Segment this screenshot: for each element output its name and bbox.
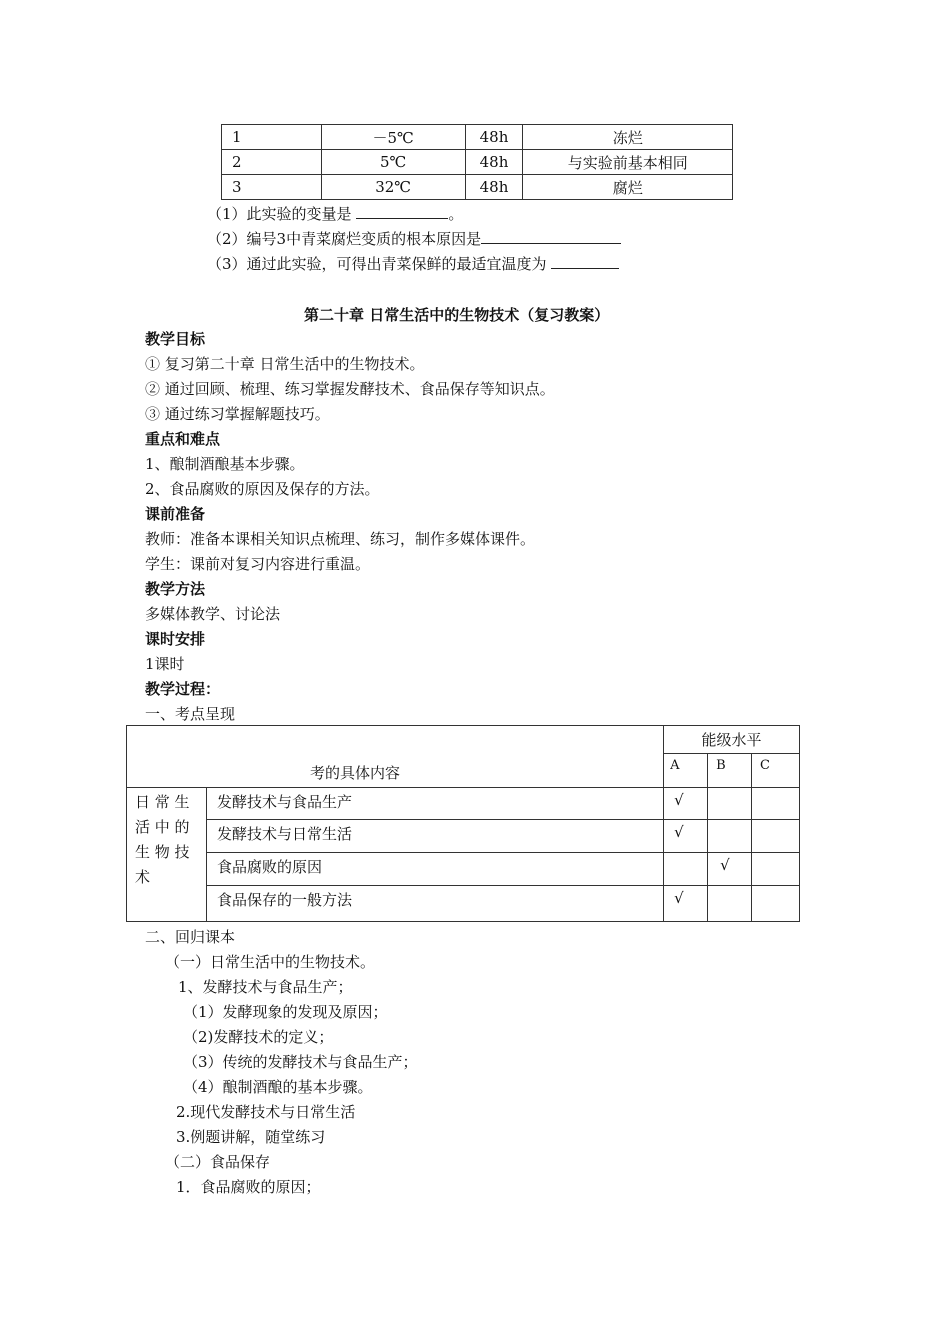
table-row: [127, 820, 800, 853]
content-header: 考的具体内容: [310, 764, 401, 782]
method-text: 多媒体教学、讨论法: [145, 605, 281, 623]
cell-duration: 48h: [465, 125, 523, 150]
cell-content: 食品保存的一般方法: [206, 886, 663, 922]
schedule-heading: 课时安排: [145, 630, 206, 648]
cell-result: 冻烂: [523, 125, 733, 150]
cell-level-b: [708, 886, 752, 922]
key-heading: 重点和难点: [145, 430, 221, 448]
cell-level-a: √: [664, 886, 708, 922]
table-row: [222, 175, 733, 200]
cell-duration: 48h: [465, 150, 523, 175]
answer-blank-3: [551, 252, 619, 269]
cell-level-c: [752, 820, 800, 853]
review-item: （2)发酵技术的定义；: [183, 1028, 334, 1046]
review-item: （3）传统的发酵技术与食品生产；: [183, 1053, 418, 1071]
cell-content: 发酵技术与食品生产: [206, 788, 663, 820]
table-row: [127, 886, 800, 922]
question-1: （1）此实验的变量是 。: [207, 202, 463, 227]
cell-content: 食品腐败的原因: [206, 853, 663, 886]
cell-number: 3: [222, 175, 322, 200]
cell-number: 2: [222, 150, 322, 175]
cell-level-c: [752, 853, 800, 886]
question-3: （3）通过此实验，可得出青菜保鲜的最适宜温度为: [207, 252, 619, 277]
answer-blank-1: [356, 202, 448, 219]
level-header: 能级水平: [664, 726, 800, 754]
level-b-header: B: [708, 754, 752, 788]
cell-level-b: [708, 820, 752, 853]
cell-level-a: √: [664, 788, 708, 820]
cell-level-c: [752, 788, 800, 820]
review-item: 1、发酵技术与食品生产；: [178, 978, 353, 996]
experiment-table: [221, 124, 733, 200]
cell-level-b: [708, 788, 752, 820]
review-item: 3.例题讲解，随堂练习: [176, 1128, 326, 1146]
goal-item: ③ 通过练习掌握解题技巧。: [145, 405, 330, 423]
category-line: 术: [135, 868, 151, 886]
key-item: 2、食品腐败的原因及保存的方法。: [145, 480, 380, 498]
question-2: （2）编号3中青菜腐烂变质的根本原因是: [207, 227, 621, 252]
cell-content: 发酵技术与日常生活: [206, 820, 663, 853]
answer-blank-2: [481, 227, 621, 244]
schedule-text: 1课时: [145, 655, 185, 673]
table-row: [127, 788, 800, 820]
category-line: 日 常 生: [135, 793, 190, 811]
level-c-header: C: [752, 754, 800, 788]
cell-duration: 48h: [465, 175, 523, 200]
content-header-cell: [127, 726, 664, 788]
review-item: 1．食品腐败的原因；: [176, 1178, 321, 1196]
goal-item: ② 通过回顾、梳理、练习掌握发酵技术、食品保存等知识点。: [145, 380, 555, 398]
prep-heading: 课前准备: [145, 505, 206, 523]
table-row: [222, 150, 733, 175]
cell-level-a: [664, 853, 708, 886]
part2-heading: 二、回归课本: [145, 928, 236, 946]
cell-temperature: 5℃: [321, 150, 465, 175]
cell-temperature: －5℃: [321, 125, 465, 150]
key-item: 1、酿制酒酿基本步骤。: [145, 455, 305, 473]
review-sub-1: （一）日常生活中的生物技术。: [165, 953, 376, 971]
goal-item: ① 复习第二十章 日常生活中的生物技术。: [145, 355, 425, 373]
review-item: （1）发酵现象的发现及原因；: [183, 1003, 388, 1021]
review-item: （4）酿制酒酿的基本步骤。: [183, 1078, 373, 1096]
goals-heading: 教学目标: [145, 330, 206, 348]
cell-number: 1: [222, 125, 322, 150]
table-row: [127, 853, 800, 886]
method-heading: 教学方法: [145, 580, 206, 598]
process-heading: 教学过程：: [145, 680, 221, 698]
cell-result: 腐烂: [523, 175, 733, 200]
cell-level-a: √: [664, 820, 708, 853]
prep-item: 学生：课前对复习内容进行重温。: [145, 555, 371, 573]
cell-result: 与实验前基本相同: [523, 150, 733, 175]
cell-level-b: √: [708, 853, 752, 886]
level-a-header: A: [664, 754, 708, 788]
part1-heading: 一、考点呈现: [145, 705, 236, 723]
page-title: 第二十章 日常生活中的生物技术（复习教案）: [304, 306, 610, 324]
cell-level-c: [752, 886, 800, 922]
table-row: [222, 125, 733, 150]
category-line: 活 中 的: [135, 818, 190, 836]
exam-points-table: [126, 725, 800, 922]
category-line: 生 物 技: [135, 843, 190, 861]
prep-item: 教师：准备本课相关知识点梳理、练习，制作多媒体课件。: [145, 530, 536, 548]
review-sub-2: （二）食品保存: [165, 1153, 271, 1171]
cell-temperature: 32℃: [321, 175, 465, 200]
review-item: 2.现代发酵技术与日常生活: [176, 1103, 356, 1121]
category-cell: [127, 788, 207, 922]
